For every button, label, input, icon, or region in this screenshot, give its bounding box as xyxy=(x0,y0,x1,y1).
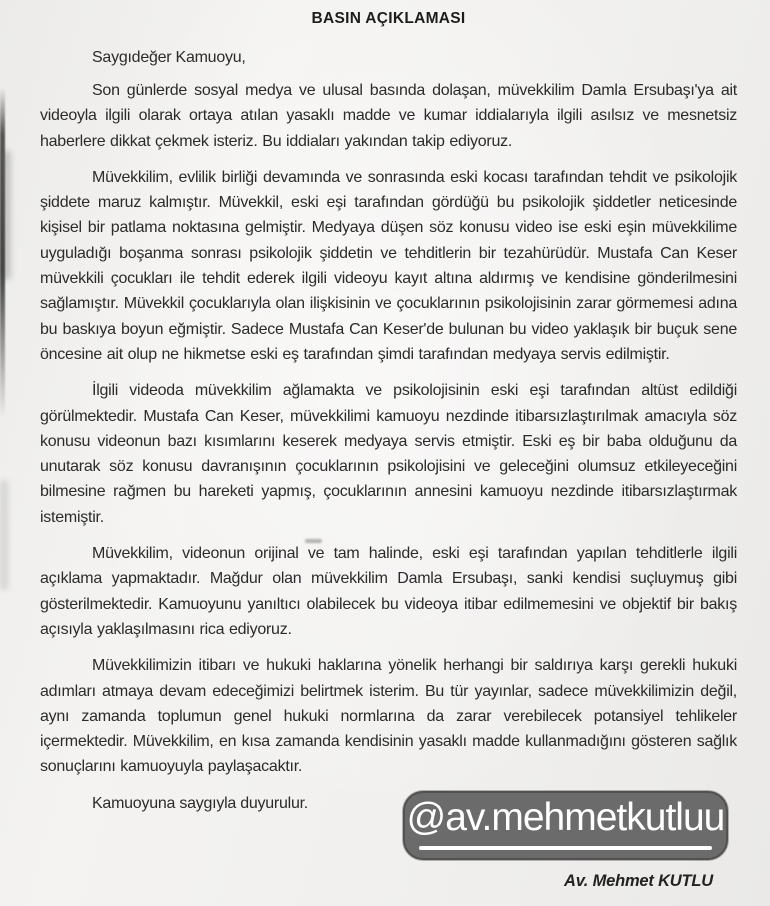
page-title: BASIN AÇIKLAMASI xyxy=(311,10,466,27)
paragraph-background: Müvekkilim, evlilik birliği devamında ve sonrasında eski kocası tarafından tehdit ve psikolojik şiddete maruz kalmıştır. Müvekkil, eski eşi tarafından gördüğü bu psikolojik şiddetler neticesinde kişisel bir patlama noktasına gelmiştir. Medyaya düşen söz konusu video ise eski eşin müvekkilime uyguladığı boşanma sonrası psikolojik şiddetin ve tehditlerin bir tezahürüdür. Mustafa Can Keser müvekkili çocukları ile tehdit ederek ilgili videoyu kayıt altına aldırmış ve kendisine gönderilmesini sağlamıştır. Müvekkil çocuklarıyla olan ilişkisinin ve çocuklarının psikolojisinin zarar görmemesi adına bu baskıya boyun eğmiştir. Sadece Mustafa Can Keser'de bulunan bu video yaklaşık bir buçuk sene öncesine ait olup ne hikmetse eski eş tarafından şimdi tarafından medyaya servis edilmiştir. xyxy=(40,168,737,363)
signature: Av. Mehmet KUTLU xyxy=(564,872,713,890)
scan-smudge xyxy=(1,150,11,280)
instagram-mention-sticker[interactable] xyxy=(403,791,728,860)
closing-line: Kamuoyuna saygıyla duyurulur. xyxy=(92,794,308,812)
paragraph-video-claims: İlgili videoda müvekkilim ağlamakta ve psikolojisinin eski eşi tarafından altüst edildiği görülmektedir. Mustafa Can Keser, müvekkilimi kamuoyu nezdinde itibarsızlaştırılmak amacıyla söz konusu videonun bazı kısımlarını keserek medyaya servis etmiştir. Eski eş bir baba olduğunu da unutarak söz konusu davranışının çocuklarının psikolojisini ve geleceğini olumsuz etkileyeceğini bilmesine rağmen bu hareketi yapmış, çocuklarının annesini kamuoyu nezdinde itibarsızlaştırmak istemiştir. xyxy=(40,382,737,526)
paragraph-intro: Son günlerde sosyal medya ve ulusal basında dolaşan, müvekkilim Damla Ersubaşı'ya ait videoyla ilgili olarak ortaya atılan yasaklı madde ve kumar iddialarıyla ilgili asılsız ve mesnetsiz haberlere dikkat çekmek isteriz. Bu iddiaları yakından takip ediyoruz. xyxy=(40,82,737,150)
scan-artifact-dash xyxy=(305,539,322,543)
mention-underline xyxy=(419,846,712,850)
salutation: Saygıdeğer Kamuoyu, xyxy=(92,49,246,66)
paragraph-legal-steps: Müvekkilimizin itibarı ve hukuki haklarına yönelik herhangi bir saldırıya karşı gerekli hukuki adımları atmaya devam edeceğimizi belirtmek isterim. Bu tür yayınlar, sadece müvekkilimizin değil, aynı zamanda toplumun genel hukuki normlarına da zarar verebilecek potansiyel tehlikeler içermektedir. Müvekkilim, en kısa zamanda kendisinin yasaklı madde kullanmadığını gösteren sağlık sonuçlarını kamuoyuyla paylaşacaktır. xyxy=(40,657,737,776)
mention-handle: @av.mehmetkutluu xyxy=(406,796,725,839)
scan-smudge xyxy=(0,480,8,590)
paragraph-original-video: Müvekkilim, videonun orijinal ve tam halinde, eski eşi tarafından yapılan tehditlerle ilgili açıklama yapmaktadır. Mağdur olan müvekkilim Damla Ersubaşı, sanki kendisi suçluymuş gibi gösterilmektedir. Kamuoyunu yanıltıcı olabilecek bu videoya itibar edilmemesini ve objektif bir bakış açısıyla yaklaşılmasını rica ediyoruz. xyxy=(40,545,737,638)
